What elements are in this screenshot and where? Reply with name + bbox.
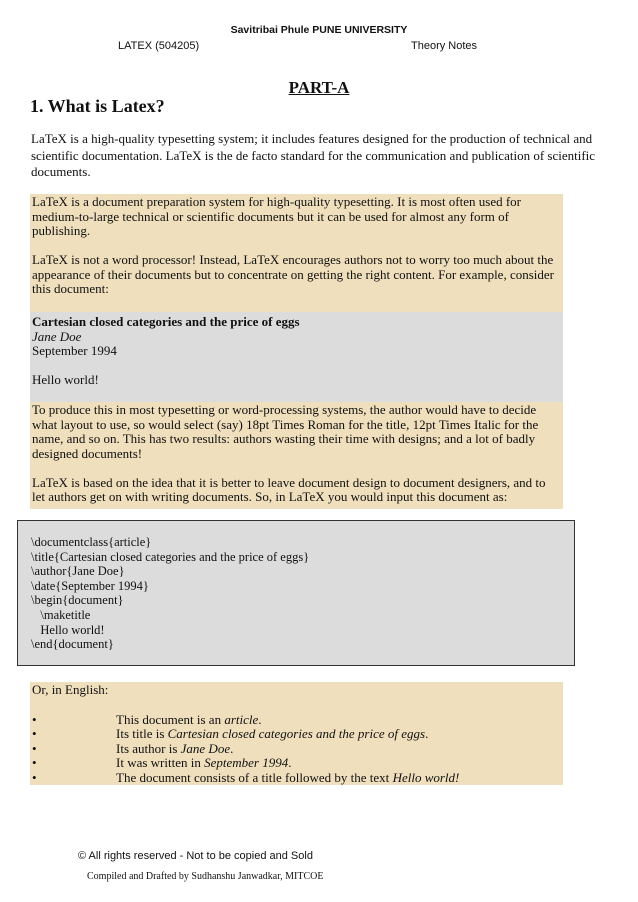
list-item: • This document is an article. (32, 711, 262, 727)
code-line: \author{Jane Doe} (31, 564, 125, 579)
example-title: Cartesian closed categories and the price of eggs (32, 314, 300, 329)
explanation-paragraph-1: To produce this in most typesetting or word-processing systems, the author would have to decide what layout to use, so would select (say) 18pt Times Roman for the title, 12pt Times Italic for the name, and so on. This has two results: authors wasting their time with designs; and a lot of badly designed documents! (32, 402, 539, 461)
bullet-icon: • (32, 755, 37, 770)
bullet-icon: • (32, 711, 37, 727)
latex-code-block (17, 520, 575, 666)
bullet-icon: • (32, 740, 37, 756)
code-line: Hello world! (31, 622, 105, 637)
list-item: • It was written in September 1994. (32, 755, 292, 770)
part-title: PART-A (288, 78, 350, 97)
university-name: Savitribai Phule PUNE UNIVERSITY (230, 24, 408, 36)
intro-paragraph: LaTeX is a high-quality typesetting system; it includes features designed for the production of technical and scientific documentation. LaTeX is the de facto standard for the communication and publication of scientific documents. (31, 131, 596, 179)
list-item: • Its title is Cartesian closed categories and the price of eggs. (32, 726, 429, 741)
explanation-block (30, 402, 563, 509)
description-block (30, 194, 563, 312)
example-body: Hello world! (32, 372, 99, 387)
code-line: \end{document} (31, 637, 114, 652)
english-summary-block (30, 682, 563, 785)
code-line: \documentclass{article} (31, 535, 152, 549)
description-paragraph-1: LaTeX is a document preparation system for high-quality typesetting. It is most often used for medium-to-large technical or scientific documents but it can be used for almost any form of publishing. (32, 194, 522, 238)
example-author: Jane Doe (32, 328, 82, 344)
credit-footer: Compiled and Drafted by Sudhanshu Janwadkar, MITCOE (87, 871, 324, 882)
bullet-icon: • (32, 726, 37, 741)
course-code: LATEX (504205) (118, 40, 200, 52)
section-heading: 1. What is Latex? (30, 96, 165, 116)
example-document-block (30, 312, 563, 402)
notes-label: Theory Notes (411, 40, 478, 52)
description-paragraph-2: LaTeX is not a word processor! Instead, LaTeX encourages authors not to worry too much about the appearance of their documents but to concentrate on getting the right content. For example, consider this document: (32, 252, 554, 296)
code-line: \begin{document} (31, 593, 124, 608)
example-date: September 1994 (32, 343, 117, 358)
bullet-icon: • (32, 769, 37, 785)
code-line: \maketitle (31, 607, 91, 622)
list-item: • Its author is Jane Doe. (32, 740, 234, 756)
code-line: \date{September 1994} (31, 578, 149, 593)
list-item: • The document consists of a title followed by the text Hello world! (32, 769, 460, 785)
explanation-paragraph-2: LaTeX is based on the idea that it is better to leave document design to document designers, and to let authors get on with writing documents. So, in LaTeX you would input this document as: (32, 474, 546, 504)
rights-footer: © All rights reserved - Not to be copied and Sold (78, 850, 313, 862)
english-list (32, 713, 561, 786)
english-intro: Or, in English: (32, 682, 109, 697)
code-line: \title{Cartesian closed categories and the price of eggs} (31, 549, 310, 564)
